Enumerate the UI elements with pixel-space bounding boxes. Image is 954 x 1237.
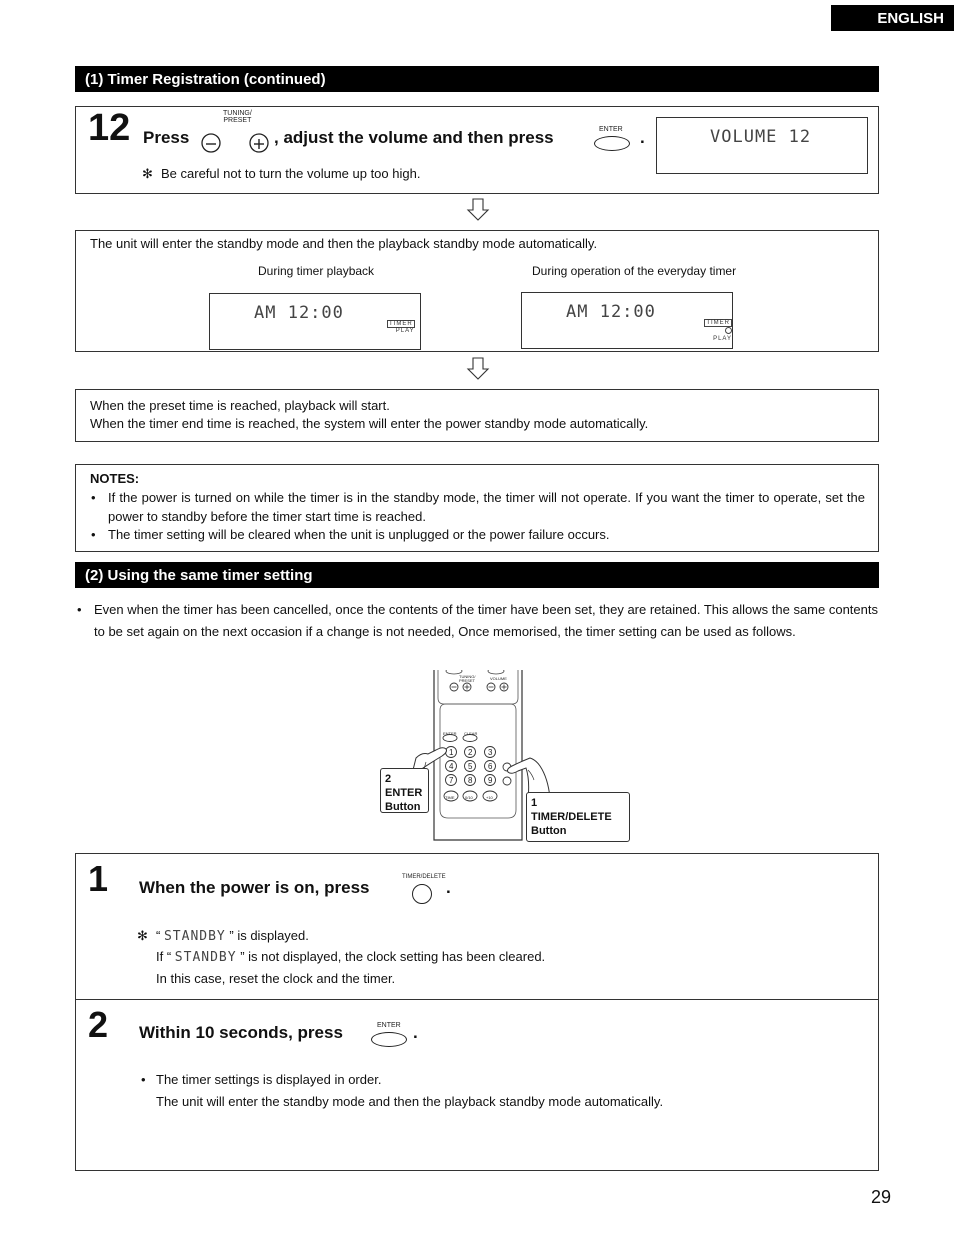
start-line-2: When the timer end time is reached, the system will enter the power standby mode automatically.: [90, 416, 649, 431]
enter-caption: ENTER: [377, 1022, 401, 1029]
page-number: 29: [871, 1187, 892, 1207]
notes-title: NOTES:: [90, 471, 140, 486]
lcd-text: VOLUME 12: [710, 127, 812, 147]
down-arrow-icon: [466, 357, 490, 381]
bullet: •: [141, 1072, 146, 1087]
step-number: 2: [88, 1004, 109, 1045]
period: .: [413, 1023, 418, 1042]
bullet: •: [77, 602, 82, 617]
period: .: [446, 878, 451, 897]
timer-playback-lcd: [209, 293, 421, 350]
tuning-preset-buttons-icon: [201, 132, 271, 154]
notes-list: [90, 489, 865, 545]
section-title-timer-registration: (1) Timer Registration (continued): [75, 66, 879, 92]
same-timer-paragraph: Even when the timer has been cancelled, once the contents of the timer have been set, they are retained. This allows the same contents to be set again on the next occasion if a change is not needed, Once memorised, the timer setting can be used as follows.: [94, 602, 878, 639]
step-number: 12: [88, 107, 131, 149]
period: .: [640, 128, 645, 147]
remote-clear-caption: CLEAR: [464, 731, 478, 736]
standby-not-displayed-line: If “ STANDBY ” is not displayed, the clock setting has been cleared.: [156, 949, 546, 965]
press-label: Press: [143, 128, 190, 147]
reset-clock-line: In this case, reset the clock and the timer.: [156, 971, 396, 986]
key-8: 8: [468, 776, 473, 785]
key-plus-10: +10: [486, 795, 493, 800]
tuning-preset-caption: TUNING/ PRESET: [223, 110, 252, 124]
clock-icon: [725, 327, 732, 334]
step-number: 1: [88, 858, 109, 899]
key-4: 4: [449, 762, 454, 771]
remote-tuning-caption: TUNING/ PRESET: [459, 674, 476, 683]
adjust-volume-text: , adjust the volume and then press: [274, 128, 554, 147]
asterisk-icon: ✻: [137, 928, 148, 943]
section-title-same-timer: (2) Using the same timer setting: [75, 562, 879, 588]
notes-box: [75, 464, 879, 552]
timer-delete-caption: TIMER/DELETE: [402, 874, 446, 880]
key-7: 7: [449, 776, 454, 785]
step-2-box: [75, 999, 879, 1171]
enter-caption: ENTER: [599, 126, 623, 133]
standby-displayed-line: “ STANDBY ” is displayed.: [156, 928, 309, 944]
timer-play-indicator: TIMER PLAY: [706, 320, 732, 342]
remote-volume-caption: VOLUME: [490, 676, 507, 681]
note-item: • The timer setting will be cleared when the unit is unplugged or the power failure occurs.: [90, 526, 865, 545]
key-1: 1: [449, 748, 454, 757]
note-item: • If the power is turned on while the timer is in the standby mode, the timer will not operate. If you want the timer to operate, set the power to standby before the timer start time is reached.: [90, 489, 865, 526]
lcd-time: AM 12:00: [566, 302, 656, 322]
timer-delete-button-callout: 1 TIMER/DELETE Button: [526, 792, 630, 842]
timer-delete-button-icon: [412, 884, 432, 904]
standby-mode-line: The unit will enter the standby mode and then the playback standby mode automatically.: [156, 1094, 664, 1109]
step-1-heading: When the power is on, press: [139, 878, 370, 897]
language-tab: ENGLISH: [831, 5, 954, 31]
right-caption: During operation of the everyday timer: [532, 264, 737, 278]
enter-button-callout: 2 ENTER Button: [380, 768, 429, 813]
timer-play-indicator: TIMER PLAY: [389, 321, 415, 334]
timer-settings-line: The timer settings is displayed in order.: [156, 1072, 382, 1087]
everyday-timer-lcd: [521, 292, 733, 349]
playback-start-box: [75, 389, 879, 442]
key-5: 5: [468, 762, 473, 771]
standby-lcd-word: STANDBY: [163, 929, 226, 944]
key-time: TIME: [445, 795, 455, 800]
standby-intro: The unit will enter the standby mode and then the playback standby mode automatically.: [90, 236, 598, 251]
down-arrow-icon: [466, 198, 490, 222]
key-9: 9: [488, 776, 493, 785]
step-12-box: [75, 106, 879, 194]
key-6: 6: [488, 762, 493, 771]
remote-enter-caption: ENTER: [443, 731, 457, 736]
step-1-box: [75, 853, 879, 1000]
left-caption: During timer playback: [258, 264, 375, 278]
lcd-time: AM 12:00: [254, 303, 344, 323]
volume-caution-note: Be careful not to turn the volume up too high.: [161, 166, 421, 181]
key-3: 3: [488, 748, 493, 757]
enter-button-icon: [371, 1032, 407, 1047]
key-0-10: 0/10: [465, 795, 473, 800]
volume-lcd-display: [656, 117, 868, 174]
standby-mode-box: [75, 230, 879, 352]
asterisk-icon: ✻: [142, 166, 153, 181]
key-2: 2: [468, 748, 473, 757]
enter-button-icon: [594, 136, 630, 151]
start-line-1: When the preset time is reached, playback will start.: [90, 398, 390, 413]
standby-lcd-word: STANDBY: [174, 950, 237, 965]
step-2-heading: Within 10 seconds, press: [139, 1023, 343, 1042]
remote-illustration: [380, 670, 632, 845]
